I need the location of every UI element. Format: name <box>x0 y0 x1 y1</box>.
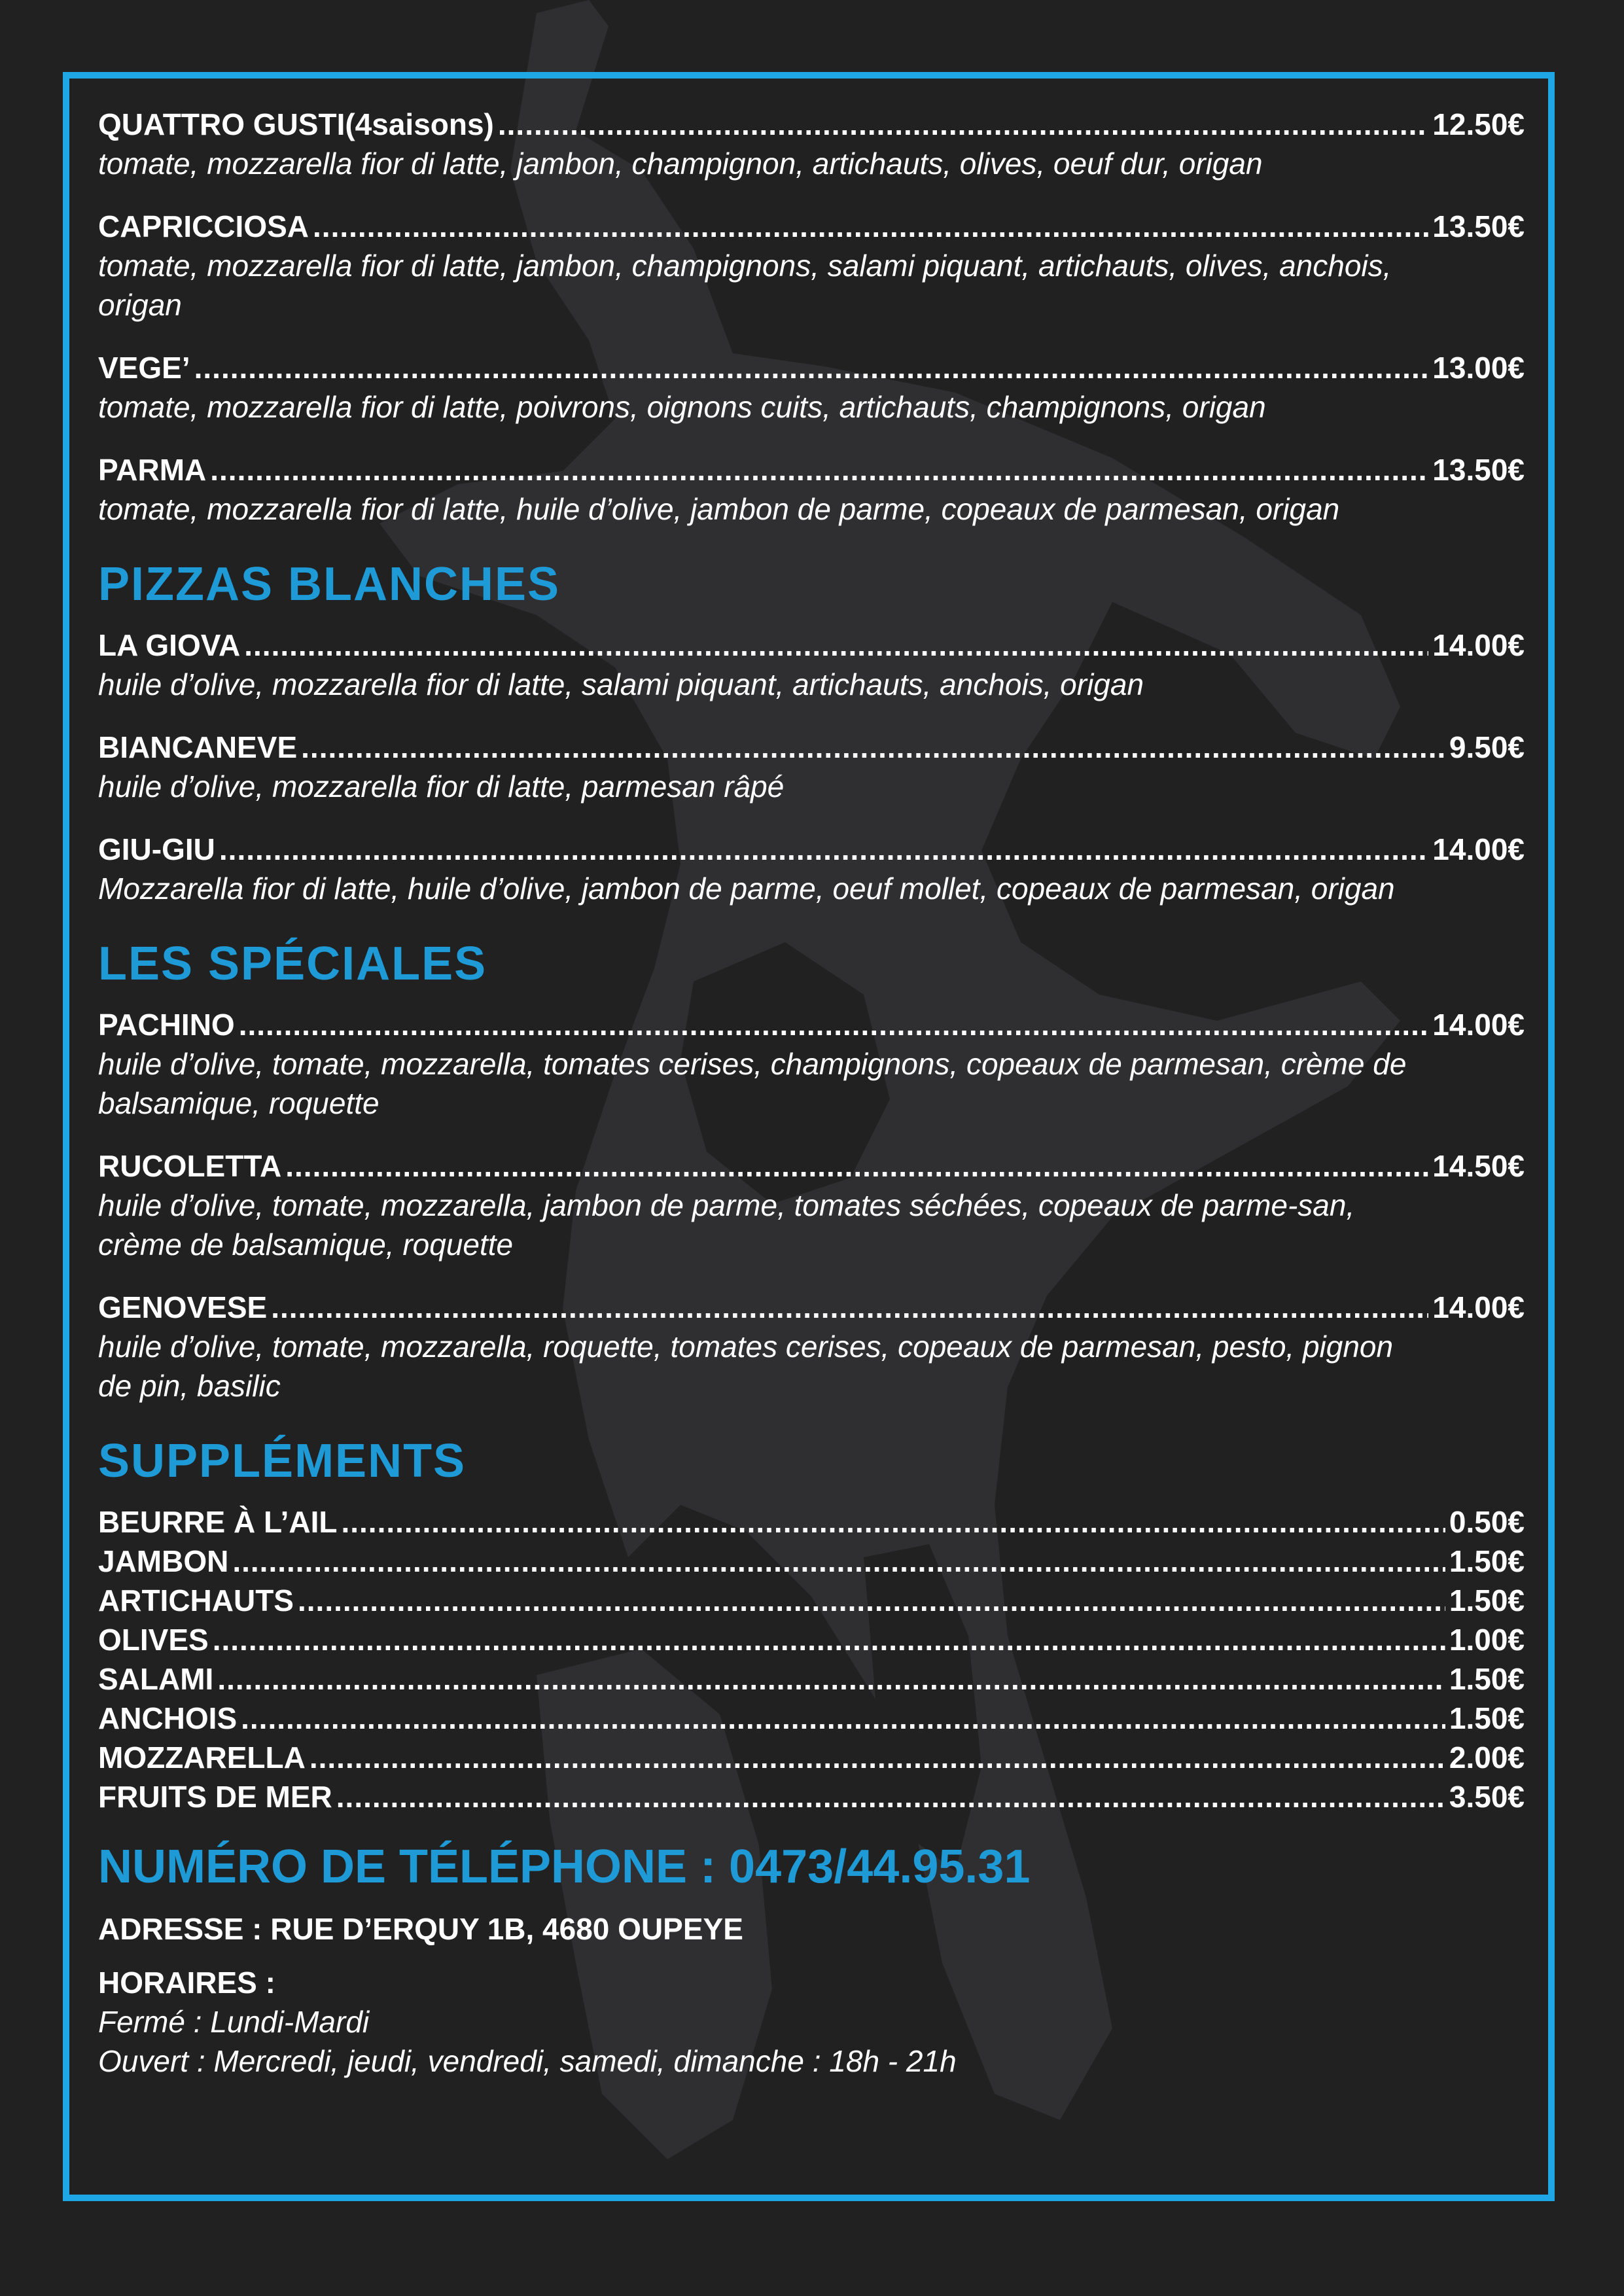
supplements-list <box>98 1502 1525 1816</box>
section-title-pizzas-blanches: PIZZAS BLANCHES <box>98 558 561 610</box>
menu-content <box>98 105 1525 2081</box>
item-description: huile d’olive, tomate, mozzarella, roquette, tomates cerises, copeaux de parmesan, pesto, pignon de pin, basilic <box>98 1330 1394 1403</box>
item-name: VEGE’ <box>98 351 190 385</box>
item-description: tomate, mozzarella fior di latte, jambon, champignons, salami piquant, artichauts, olives, anchois, origan <box>98 249 1392 322</box>
item-description: huile d’olive, mozzarella fior di latte, parmesan râpé <box>98 769 785 804</box>
item-name: FRUITS DE MER <box>98 1780 332 1814</box>
address-line: ADRESSE : RUE D’ERQUY 1B, 4680 OUPEYE <box>98 1912 743 1946</box>
hours-open: Ouvert : Mercredi, jeudi, vendredi, samedi, dimanche : 18h - 21h <box>98 2044 957 2078</box>
item-description: tomate, mozzarella fior di latte, jambon, champignon, artichauts, olives, oeuf dur, origan <box>98 147 1263 181</box>
item-price: 14.00€ <box>1432 1290 1525 1324</box>
leader-dots <box>241 1699 1445 1738</box>
item-price: 13.00€ <box>1432 351 1525 385</box>
leader-dots <box>336 1777 1445 1816</box>
item-description: huile d’olive, tomate, mozzarella, jambon de parme, tomates séchées, copeaux de parme-san, crème de balsamique, roquette <box>98 1188 1355 1262</box>
hours-title: HORAIRES : <box>98 1966 275 2000</box>
item-name: PARMA <box>98 453 207 487</box>
item-price: 14.00€ <box>1432 1008 1525 1042</box>
leader-dots <box>213 1620 1445 1659</box>
item-name: CAPRICCIOSA <box>98 209 309 243</box>
leader-dots <box>309 1738 1445 1777</box>
pizzas-blanches-list <box>98 626 1525 908</box>
section-title-les-speciales: LES SPÉCIALES <box>98 938 487 990</box>
phone-number-heading: NUMÉRO DE TÉLÉPHONE : 0473/44.95.31 <box>98 1841 1031 1893</box>
leader-dots <box>498 105 1428 144</box>
item-name: MOZZARELLA <box>98 1740 306 1775</box>
item-name: GENOVESE <box>98 1290 268 1324</box>
item-description: Mozzarella fior di latte, huile d’olive, jambon de parme, oeuf mollet, copeaux de parmesan, origan <box>98 872 1395 906</box>
supplement-item <box>98 1777 1525 1816</box>
item-price: 14.00€ <box>1432 832 1525 866</box>
item-description: tomate, mozzarella fior di latte, poivrons, oignons cuits, artichauts, champignons, origan <box>98 390 1266 424</box>
item-name: LA GIOVA <box>98 628 241 662</box>
leader-dots <box>244 626 1428 665</box>
item-description: huile d’olive, mozzarella fior di latte, salami piquant, artichauts, anchois, origan <box>98 667 1144 701</box>
item-price: 1.50€ <box>1449 1583 1525 1617</box>
item-price: 1.00€ <box>1449 1623 1525 1657</box>
menu-item <box>98 105 1525 183</box>
item-name: SALAMI <box>98 1662 214 1696</box>
item-price: 2.00€ <box>1449 1740 1525 1775</box>
leader-dots <box>313 207 1428 246</box>
item-price: 13.50€ <box>1432 453 1525 487</box>
item-price: 13.50€ <box>1432 209 1525 243</box>
menu-item <box>98 728 1525 806</box>
item-price: 1.50€ <box>1449 1544 1525 1578</box>
menu-item <box>98 450 1525 529</box>
item-price: 14.00€ <box>1432 628 1525 662</box>
leader-dots <box>285 1146 1428 1186</box>
item-name: ANCHOIS <box>98 1701 238 1735</box>
menu-item <box>98 348 1525 427</box>
menu-item <box>98 1005 1525 1123</box>
item-price: 9.50€ <box>1449 730 1525 764</box>
leader-dots <box>341 1502 1445 1542</box>
menu-item <box>98 207 1525 325</box>
menu-item <box>98 1146 1525 1264</box>
item-name: PACHINO <box>98 1008 235 1042</box>
leader-dots <box>232 1542 1445 1581</box>
menu-item <box>98 1288 1525 1405</box>
supplement-item <box>98 1581 1525 1620</box>
item-name: JAMBON <box>98 1544 229 1578</box>
menu-item <box>98 830 1525 908</box>
supplement-item <box>98 1502 1525 1542</box>
item-name: GIU-GIU <box>98 832 215 866</box>
leader-dots <box>239 1005 1429 1044</box>
item-name: OLIVES <box>98 1623 209 1657</box>
leader-dots <box>210 450 1428 489</box>
item-price: 12.50€ <box>1432 107 1525 141</box>
hours-closed: Fermé : Lundi-Mardi <box>98 2005 370 2039</box>
item-price: 1.50€ <box>1449 1701 1525 1735</box>
supplement-item <box>98 1542 1525 1581</box>
item-name: BEURRE À L’AIL <box>98 1505 338 1539</box>
item-price: 14.50€ <box>1432 1149 1525 1183</box>
leader-dots <box>301 728 1445 767</box>
les-speciales-list <box>98 1005 1525 1405</box>
leader-dots <box>298 1581 1445 1620</box>
section-title-supplements: SUPPLÉMENTS <box>98 1435 467 1487</box>
leader-dots <box>194 348 1429 387</box>
leader-dots <box>217 1659 1445 1699</box>
item-description: huile d’olive, tomate, mozzarella, tomates cerises, champignons, copeaux de parmesan, crème de balsamique, roquette <box>98 1047 1407 1120</box>
item-name: RUCOLETTA <box>98 1149 282 1183</box>
item-price: 0.50€ <box>1449 1505 1525 1539</box>
leader-dots <box>219 830 1428 869</box>
leader-dots <box>271 1288 1428 1327</box>
item-price: 1.50€ <box>1449 1662 1525 1696</box>
top-pizzas-list <box>98 105 1525 529</box>
item-name: BIANCANEVE <box>98 730 298 764</box>
supplement-item <box>98 1620 1525 1659</box>
item-description: tomate, mozzarella fior di latte, huile d’olive, jambon de parme, copeaux de parmesan, origan <box>98 492 1340 526</box>
item-price: 3.50€ <box>1449 1780 1525 1814</box>
supplement-item <box>98 1738 1525 1777</box>
item-name: QUATTRO GUSTI(4saisons) <box>98 107 494 141</box>
supplement-item <box>98 1699 1525 1738</box>
item-name: ARTICHAUTS <box>98 1583 294 1617</box>
supplement-item <box>98 1659 1525 1699</box>
menu-item <box>98 626 1525 704</box>
